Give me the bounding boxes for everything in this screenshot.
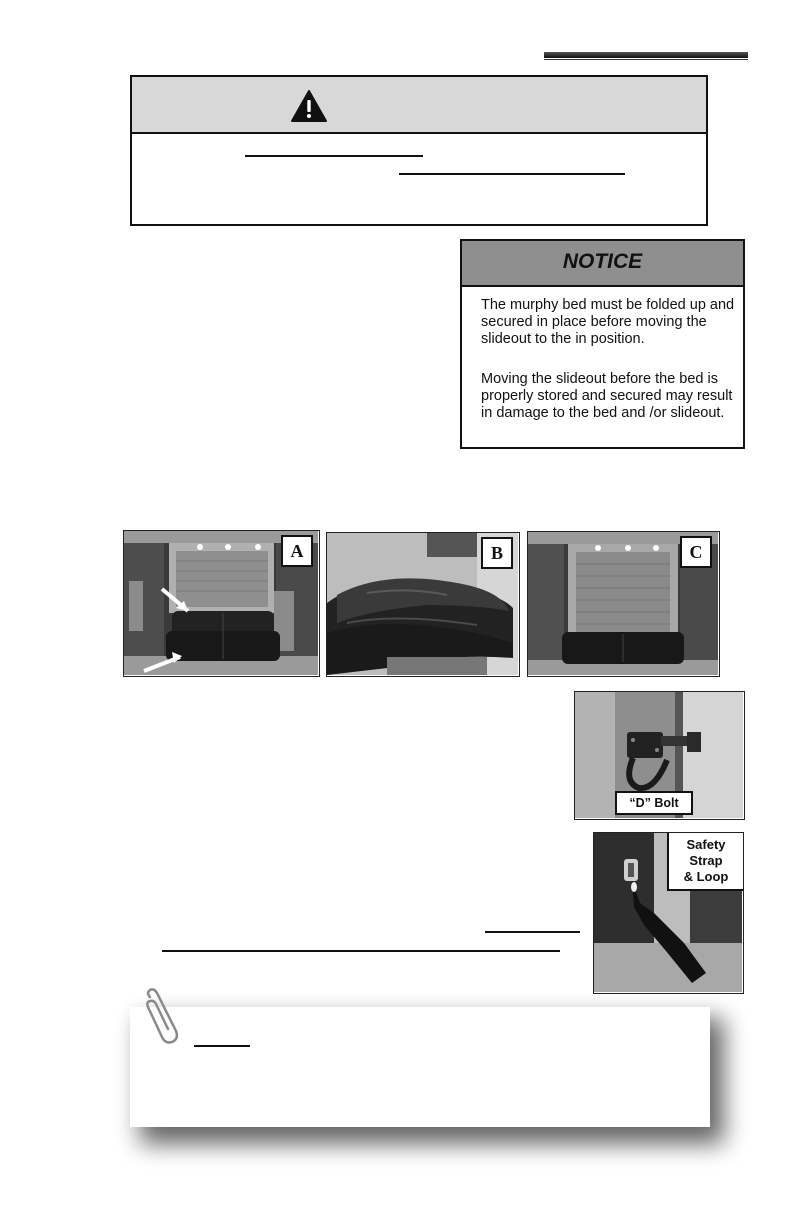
- underline-blank-1: [245, 155, 423, 157]
- notice-header: [462, 241, 743, 287]
- photo-a-sofa-with-arrows: [123, 530, 320, 677]
- underline-blank-3: [485, 931, 580, 933]
- strap-caption-line-2: Strap: [689, 853, 723, 868]
- photo-a-label: A: [281, 535, 313, 567]
- underline-blank-2: [399, 173, 625, 175]
- underline-blank-4: [162, 950, 560, 952]
- d-bolt-caption: “D” Bolt: [615, 791, 693, 815]
- header-rule-thin: [544, 59, 748, 60]
- photo-c-bed-stored: [527, 531, 720, 677]
- warning-triangle-icon: [290, 89, 328, 123]
- strap-caption: [667, 832, 744, 891]
- photo-b-label: B: [481, 537, 513, 569]
- notice-paragraph-2: Moving the slideout before the bed is properly stored and secured may result in damage to the bed and /or slideout.: [481, 371, 733, 421]
- photo-safety-strap: [593, 832, 744, 994]
- notice-box: [460, 239, 745, 449]
- photo-d-bolt: [574, 691, 745, 820]
- photo-c-label: C: [680, 536, 712, 568]
- notice-title: NOTICE: [562, 250, 643, 273]
- warning-header: [132, 77, 706, 134]
- notice-paragraph-1: The murphy bed must be folded up and secured in place before moving the slideout to the in position.: [481, 297, 735, 347]
- note-box: [130, 1007, 710, 1127]
- strap-caption-line-1: Safety: [686, 837, 726, 852]
- photo-b-folded-sofa: [326, 532, 520, 677]
- warning-box: [130, 75, 708, 226]
- strap-caption-line-3: & Loop: [683, 869, 729, 884]
- note-underline: [194, 1045, 250, 1047]
- header-rule: [544, 52, 748, 58]
- paperclip-icon: [140, 988, 180, 1044]
